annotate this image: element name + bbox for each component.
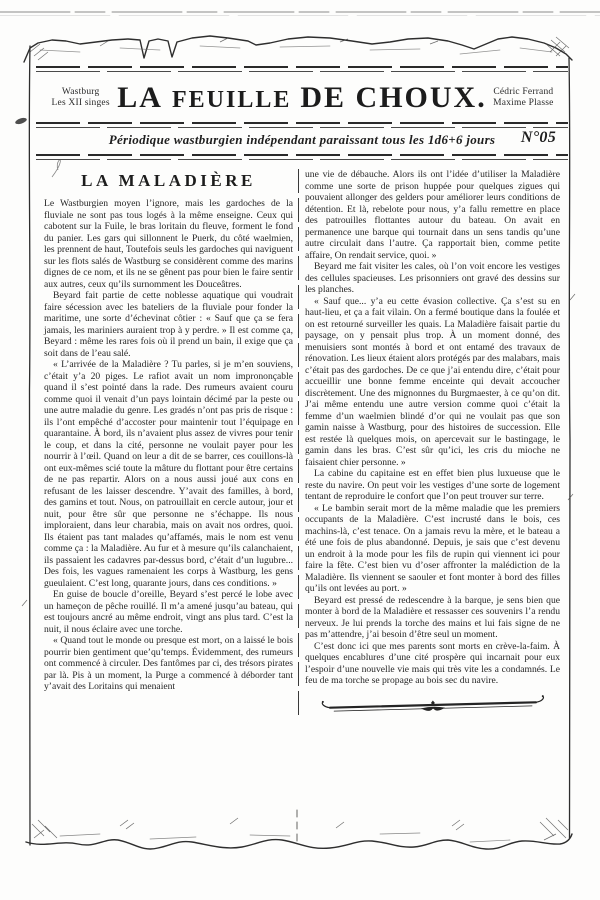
- paragraph: Beyard fait partie de cette noblesse aquatique qui voudrait faire sécession avec les bateliers de la fluviale pour fonder la maritime, une sorte d’échevinat côtier : « Sauf que ça se fera jamais, les mariniers auraient trop à y perdre. » Il est comme ça, Beyard : même les rares fois où il prend un bain, il exige que ça soit dans de l’eau salé.: [44, 290, 293, 359]
- article: [44, 169, 560, 715]
- publisher-line2: Les XII singes: [51, 98, 110, 108]
- paragraph: « L’arrivée de la Maladière ? Tu parles, si je m’en souviens, c’était y’a 20 piges. Le rafiot avait un nom imprononçable quand il s’est pointé dans la rade. Des rumeurs avaient couru comme quoi il venait d’un pays lointain décimé par la peste ou une autre maladie du genre. Les gradés n’ont pas pris de risque : ils l’ont empêché d’accoster pour maintenir tout l’équipage en quarantaine. À bord, ils n’avaient plus assez de vivres pour tenir le coup, et dans la cité, personne ne voulait payer pour les nourrir à l’œil. Quand on leur a dit de se barrer, ces couillons-là ont eux-mêmes scié toute la mâture du flottant pour être certains de ne pas repartir. Alors on a nous aussi joué aux cons en refusant de les laisser descendre. Y’avait des familles, à bord, des gamins et tout. Nous, on patrouillait en cercle autour, jour et nuit, pour être sûr que personne ne s’échappe. Ils nous imploraient, dans leur charabia, mais on avait nos ordres, quoi. Ils étaient pas tant malades qu’affamés, mais le nom est venu comme ça : la Maladière. Au fur et à mesure qu’ils calanchaient, ils passaient les cadavres par-dessus bord, c’était d’un lugubre... Des fois, les vagues ramenaient les corps à Wastburg, les gens gueulaient. C’est long, quarante jours, dans ces conditions. »: [44, 359, 293, 589]
- article-column-right: [305, 169, 560, 715]
- top-rule-light: [36, 71, 568, 72]
- tagline: Périodique wastburgien indépendant paraissant tous les 1d6+6 jours: [108, 132, 496, 147]
- paragraph: C’est donc ici que mes parents sont morts en crève-la-faim. À quelques encablures d’une cité prospère qui incarnait pour eux l’espoir d’une nouvelle vie mais qui très vite les a condamnés. Le feu de ma torche se propage au bois sec du navire.: [305, 640, 560, 686]
- paragraph: Beyard me fait visiter les cales, où l’on voit encore les vestiges des cellules spacieuses. Les prisonniers ont gravé des dessins sur les planches.: [305, 261, 560, 295]
- newspaper-title: [117, 81, 486, 115]
- paragraph: « Le bambin serait mort de la même maladie que les premiers occupants de la Maladière. C’est incrusté dans le bois, ces machins-là, c’est tenace. On a jamais revu la mère, et le bateau a été une fois de plus abandonné. Depuis, je sais que c’est devenu un endroit à la mode pour les fils de rupin qui viennent ici pour faire la fête. C’est bien vu d’oser affronter la malédiction de la Maladière. Ils viennent se saouler et font monter à bord des filles qu’ils ont levées au port. »: [305, 502, 560, 594]
- ink-blotch: [14, 117, 27, 126]
- paragraph: « Quand tout le monde ou presque est mort, on a laissé le bois pourrir bien gentiment que’qu’temps. Évidemment, des rumeurs ont commencé à circuler. Des fantômes par ci, des trésors pirates par là. Pis à un moment, la Purge a commencé à déborder tant y’avait des Loritains qui menaient: [44, 635, 293, 692]
- masthead-rule-heavy: [36, 122, 568, 124]
- column-divider: [298, 169, 299, 715]
- publisher-line1: Wastburg: [61, 86, 100, 97]
- ornamental-divider: [317, 693, 547, 717]
- title-part-feuille: FEUILLE: [171, 87, 292, 113]
- subheader: [44, 129, 560, 150]
- subheader-rule-heavy: [36, 154, 568, 156]
- top-rule-heavy: [36, 66, 568, 68]
- title-part-la: LA: [117, 81, 163, 114]
- page-content: [44, 0, 560, 715]
- authors-credit: [487, 87, 560, 110]
- article-column-left: [44, 169, 293, 715]
- publisher-credit: [44, 87, 117, 110]
- paragraph: Le Wastburgien moyen l’ignore, mais les gardoches de la fluviale ne sont pas tous logés à la même enseigne. Ceux qui cabotent sur la Fuile, le bras loritain du fleuve, forment le fond du panier. Les gars qui sillonnent le Puerk, du côté waelmien, les prennent de haut, Toutefois seuls les gardoches qui naviguent sur les flots salés de Wastburg se considèrent comme des marins dignes de ce nom, et ils ne se gênent pas pour bien le faire sentir aux autres, ceux qu’ils surnomment les Douceâtres.: [44, 198, 293, 290]
- paragraph: « Sauf que... y’a eu cette évasion collective. Ça s’est su en haut-lieu, et ça a fait vilain. On a fermé boutique dans la foulée et on est retourné surveiller les quais. La Maladière faisait partie du paysage, on y pensait plus trop. À un moment donné, des menuisiers sont montés à bord et ont entamé des travaux de rénovation. Les lieux étaient alors protégés par des malabars, mais c’était pas des gardoches. De ce que j’ai entendu dire, c’était pour accueillir une bonne femme enceinte qui devait accoucher discrètement. Une des mignonnes du Burgmaester, à ce qu’on dit. J’ai même entendu une autre version comme quoi c’était la femme d’un waelmien blindé d’or qui ne voulait pas que son gamin naisse à Wastburg, pour des histoires de succession. Elle est restée là quelques mois, on apercevait sur le bastingage, le gamin dans les bras. C’est sûr qu’ici, les cris du mioche ne faisaient chier personne. »: [305, 295, 560, 468]
- subheader-rule-light: [36, 159, 568, 160]
- paragraph: La cabine du capitaine est en effet bien plus luxueuse que le reste du navire. On peut voir les vestiges d’une sorte de logement tentant de reproduire le confort que l’on peut trouver sur terre.: [305, 468, 560, 502]
- issue-number: N°05: [520, 129, 556, 146]
- author-line1: Cédric Ferrand: [493, 86, 554, 97]
- paragraph: une vie de débauche. Alors ils ont l’idée d’utiliser la Maladière comme une sorte de prison huppée pour quelques zigues qui pouvaient allonger des gelders pour améliorer leurs conditions de détention. Et là, rebelote pour nous, y’a fallu remettre en place des patrouilles flottantes autour du bateau. On avait en permanence une barque qui tournait dans un sens tandis qu’une autre circulait dans l’autre. Ça rapportait bien, comme petite affaire, On rendait service, quoi. »: [305, 169, 560, 261]
- paragraph: Beyard est pressé de redescendre à la barque, je sens bien que monter à bord de la Maladière et ressasser ces souvenirs l’a rendu nerveux. Je lui prends la torche des mains et lui fais signe de ne pas m’attendre, j’ai besoin d’être seul un moment.: [305, 594, 560, 640]
- author-line2: Maxime Plasse: [493, 98, 554, 108]
- article-title: LA MALADIÈRE: [81, 171, 256, 190]
- masthead-rule-light: [36, 127, 568, 128]
- title-part-de-choux: DE CHOUX.: [300, 81, 487, 114]
- paragraph: En guise de boucle d’oreille, Beyard s’est percé le lobe avec un hameçon de pêche rouillé. Il m’a amené jusqu’au bateau, qui est toujours ancré au même endroit, vingt ans plus tard. C’est la nuit, il nous éclaire avec une torche.: [44, 589, 293, 635]
- masthead: [44, 81, 560, 115]
